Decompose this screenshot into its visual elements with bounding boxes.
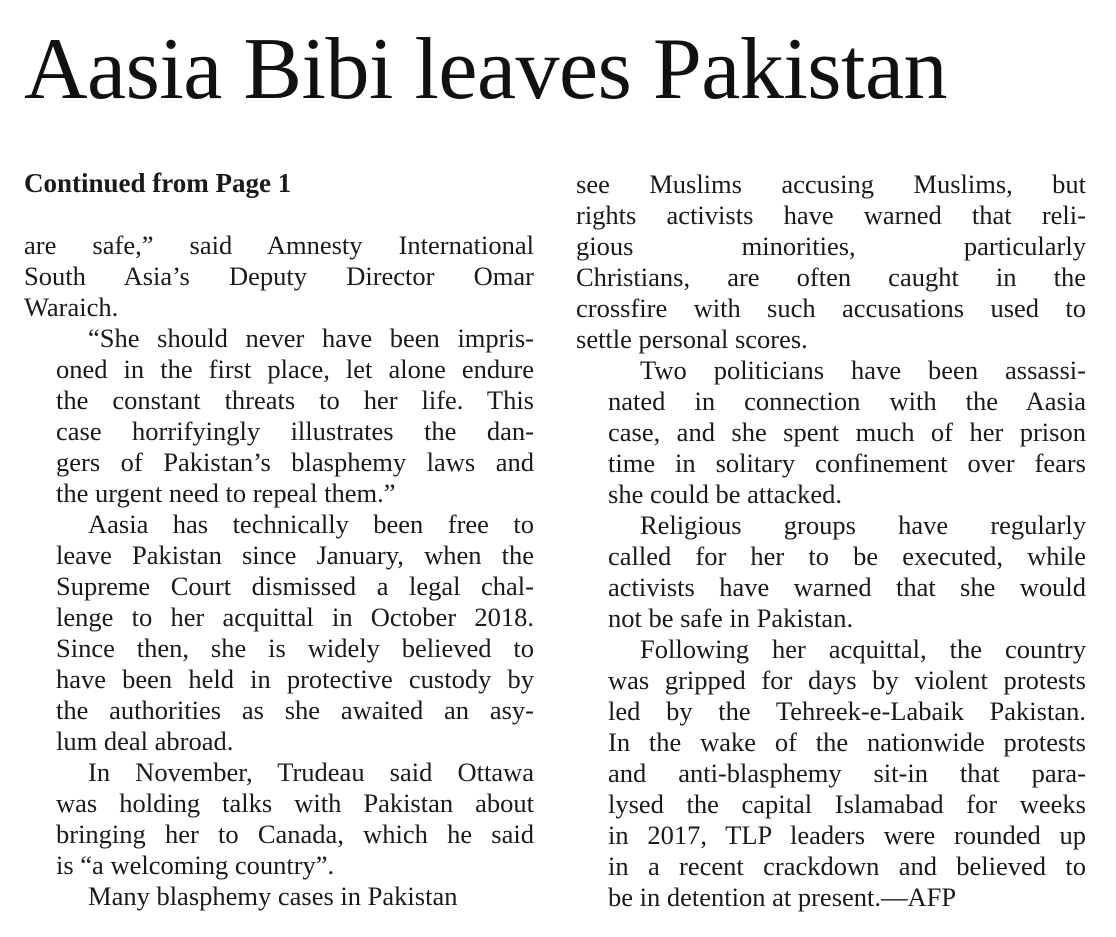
text-line: In the wake of the nationwide protests — [608, 727, 1086, 757]
right-column — [576, 169, 1086, 913]
text-line: rights activists have warned that reli- — [576, 200, 1086, 230]
text-line: called for her to be executed, while — [608, 541, 1086, 571]
text-line: lum deal abroad. — [56, 726, 234, 756]
text-line: Christians, are often caught in the — [576, 262, 1086, 292]
paragraph — [24, 757, 534, 881]
right-column-body — [576, 169, 1086, 913]
text-line: case, and she spent much of her prison — [608, 417, 1086, 447]
text-line: was holding talks with Pakistan about — [56, 788, 534, 818]
text-line: in 2017, TLP leaders were rounded up — [608, 820, 1086, 850]
text-line: be in detention at present.—AFP — [608, 882, 957, 912]
text-line: Waraich. — [24, 292, 119, 322]
text-line: Supreme Court dismissed a legal chal- — [56, 571, 534, 601]
paragraph — [576, 355, 1086, 510]
text-line: and anti-blasphemy sit-in that para- — [608, 758, 1086, 788]
text-line: Two politicians have been assassi- — [640, 355, 1086, 385]
text-line: was gripped for days by violent protests — [608, 665, 1086, 695]
text-line: Religious groups have regularly — [640, 510, 1086, 540]
text-line: oned in the first place, let alone endure — [56, 354, 534, 384]
text-line: In November, Trudeau said Ottawa — [88, 757, 534, 787]
paragraph — [24, 509, 534, 757]
text-line: lysed the capital Islamabad for weeks — [608, 789, 1086, 819]
text-line: “She should never have been impris- — [88, 323, 534, 353]
text-line: activists have warned that she would — [608, 572, 1086, 602]
text-line: leave Pakistan since January, when the — [56, 540, 534, 570]
text-line: gers of Pakistan’s blasphemy laws and — [56, 447, 534, 477]
headline: Aasia Bibi leaves Pakistan — [24, 21, 948, 118]
text-line: time in solitary confinement over fears — [608, 448, 1086, 478]
text-line: is “a welcoming country”. — [56, 850, 335, 880]
paragraph — [576, 634, 1086, 913]
text-line: nated in connection with the Aasia — [608, 386, 1086, 416]
paragraph — [24, 230, 534, 323]
text-line: Many blasphemy cases in Pakistan — [88, 881, 458, 911]
text-line: crossfire with such accusations used to — [576, 293, 1086, 323]
text-line: the authorities as she awaited an asy- — [56, 695, 534, 725]
continued-label: Continued from Page 1 — [24, 168, 292, 198]
text-line: bringing her to Canada, which he said — [56, 819, 534, 849]
left-column — [24, 168, 534, 912]
text-line: case horrifyingly illustrates the dan- — [56, 416, 534, 446]
text-line: Since then, she is widely believed to — [56, 633, 534, 663]
text-line: gious minorities, particularly — [576, 231, 1086, 261]
text-line: the urgent need to repeal them.” — [56, 478, 396, 508]
text-line: not be safe in Pakistan. — [608, 603, 854, 633]
text-line: lenge to her acquittal in October 2018. — [56, 602, 534, 632]
paragraph — [576, 169, 1086, 355]
text-line: in a recent crackdown and believed to — [608, 851, 1086, 881]
text-line: Following her acquittal, the country — [640, 634, 1086, 664]
paragraph — [24, 323, 534, 509]
text-line: the constant threats to her life. This — [56, 385, 534, 415]
text-line: see Muslims accusing Muslims, but — [576, 169, 1086, 199]
text-line: are safe,” said Amnesty International — [24, 230, 534, 260]
paragraph — [576, 510, 1086, 634]
text-line: settle personal scores. — [576, 324, 808, 354]
text-line: Aasia has technically been free to — [88, 509, 534, 539]
paragraph — [24, 881, 534, 912]
left-column-body — [24, 230, 534, 912]
text-line: led by the Tehreek-e-Labaik Pakistan. — [608, 696, 1086, 726]
text-line: she could be attacked. — [608, 479, 842, 509]
text-line: South Asia’s Deputy Director Omar — [24, 261, 534, 291]
text-line: have been held in protective custody by — [56, 664, 534, 694]
